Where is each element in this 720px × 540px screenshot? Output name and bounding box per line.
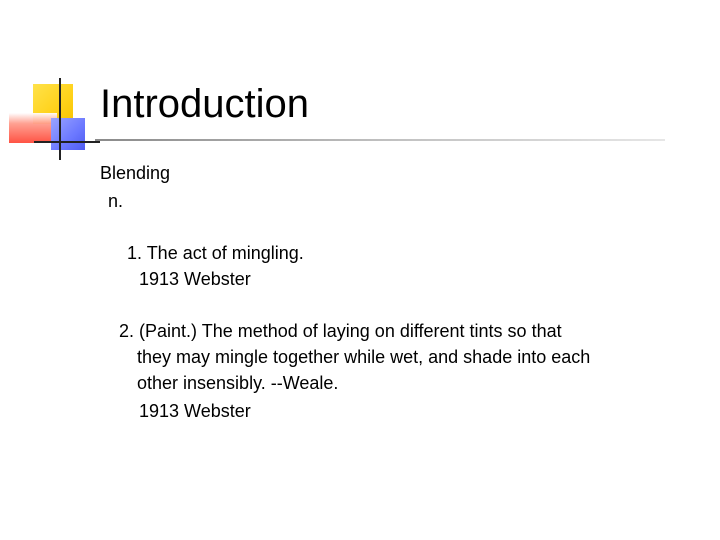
part-of-speech: n.: [108, 191, 124, 211]
logo-red-square: [9, 113, 57, 143]
slide-logo: [0, 0, 100, 170]
term: Blending: [100, 163, 171, 183]
logo-blue-square: [51, 118, 85, 150]
definition-1-source: 1913 Webster: [139, 269, 251, 289]
definition-2-line-2: they may mingle together while wet, and shade into each: [137, 347, 591, 367]
definition-1-line-1: 1. The act of mingling.: [127, 243, 304, 263]
slide-title: Introduction: [100, 82, 310, 126]
definition-2-line-1: 2. (Paint.) The method of laying on different tints so that: [119, 321, 562, 341]
logo-vertical-line: [59, 78, 61, 160]
logo-horizontal-line: [34, 141, 100, 143]
title-divider: [95, 139, 665, 141]
definition-2-line-3: other insensibly. --Weale.: [137, 373, 339, 393]
definition-2-source: 1913 Webster: [139, 401, 251, 421]
